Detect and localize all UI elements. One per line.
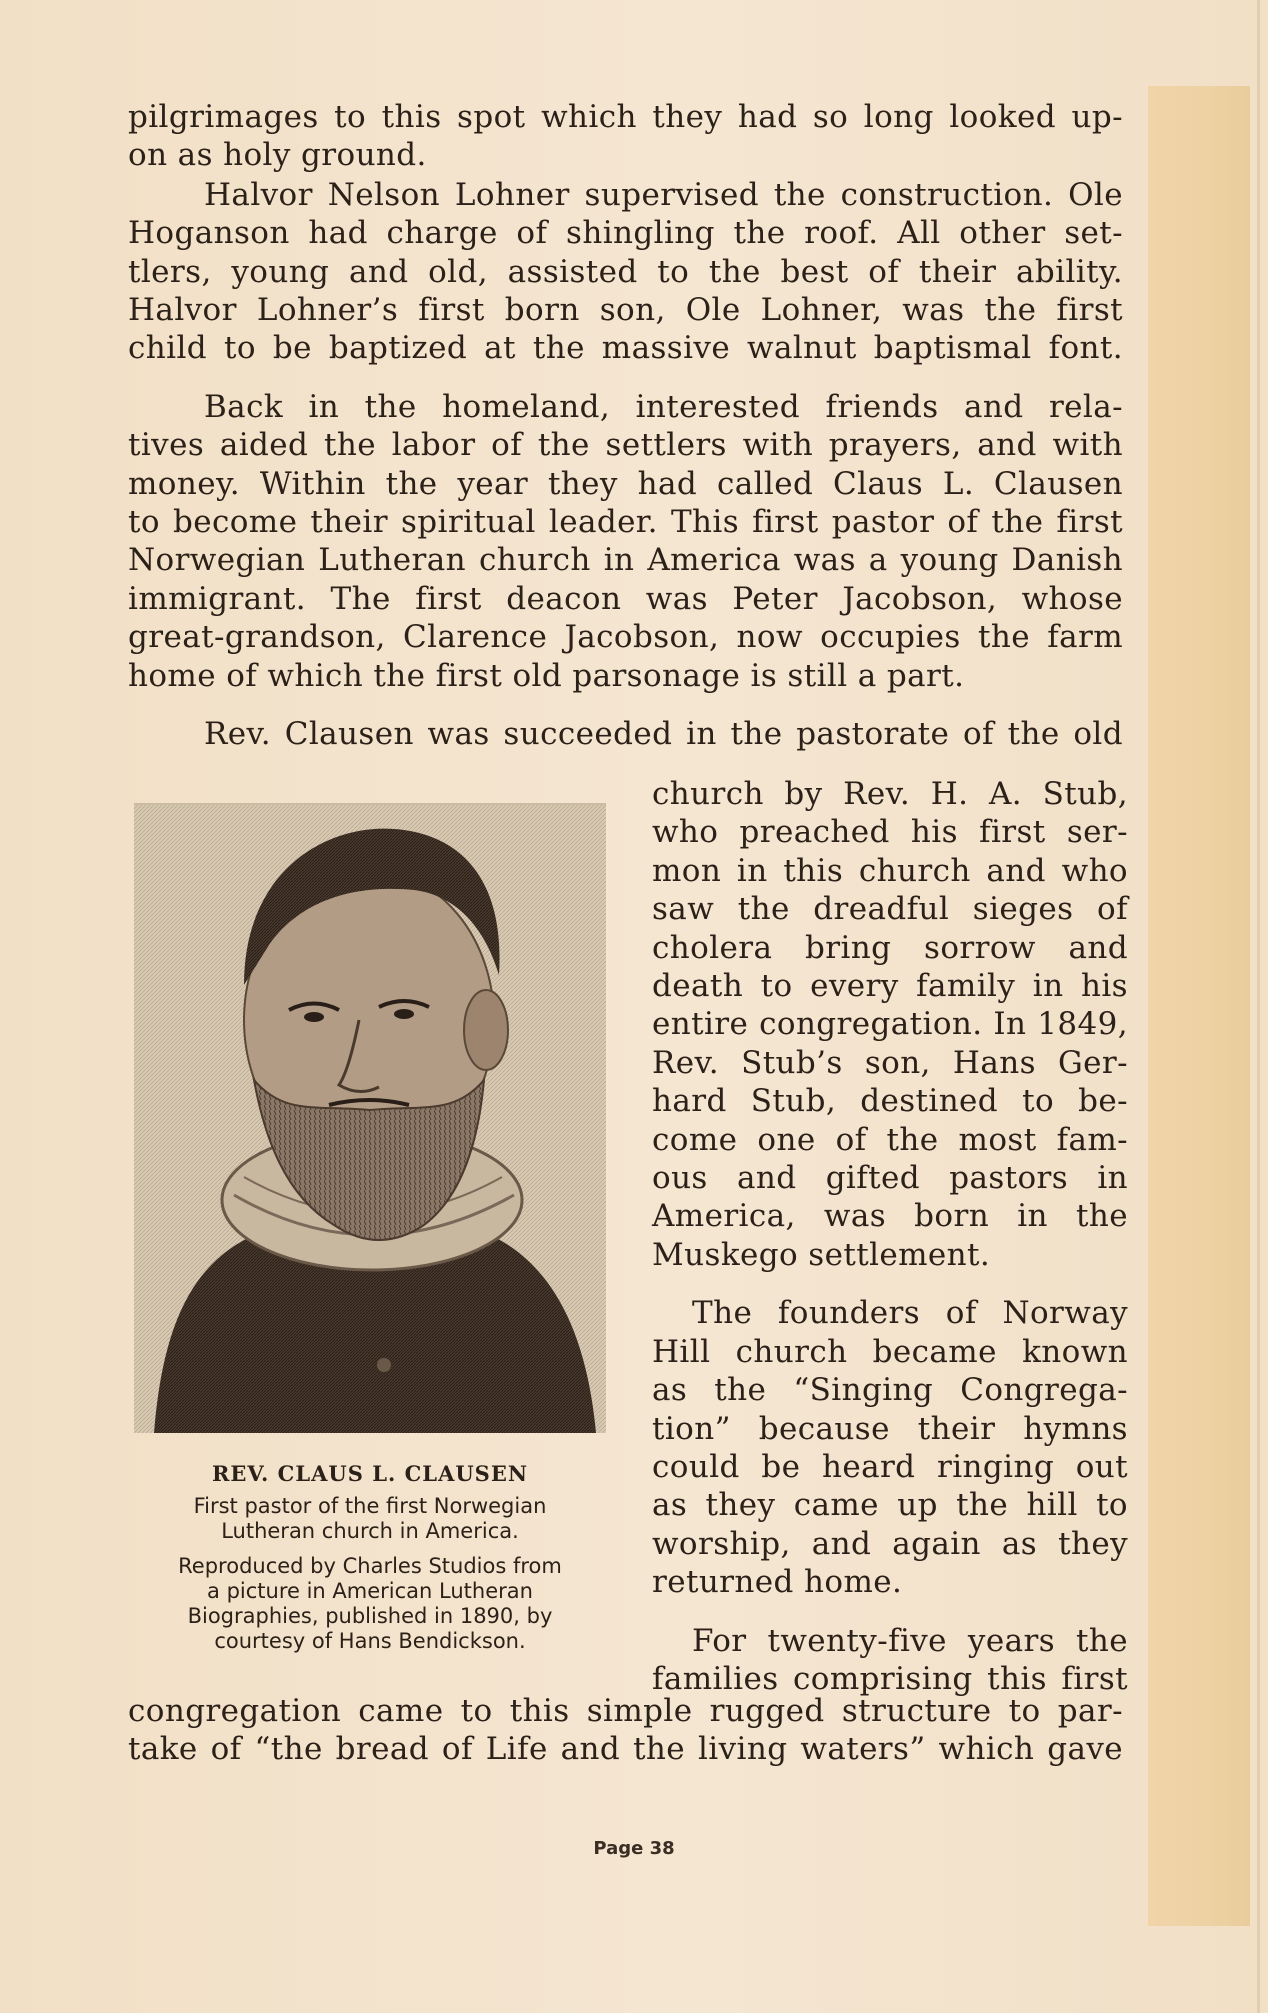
- text-line: as they came up the hill to: [652, 1487, 1128, 1524]
- text-line: Halvor Lohner’s first born son, Ole Lohner, was the first: [128, 292, 1123, 329]
- text-line: church by Rev. H. A. Stub,: [652, 776, 1128, 812]
- credit-line: a picture in American Lutheran: [207, 1579, 533, 1603]
- text-line: America, was born in the: [652, 1198, 1128, 1235]
- text-line: returned home.: [652, 1564, 903, 1601]
- text-line: entire congregation. In 1849,: [652, 1006, 1128, 1043]
- text-line: Rev. Stub’s son, Hans Ger-: [652, 1044, 1128, 1081]
- text-line: For twenty-five years the: [692, 1622, 1128, 1659]
- portrait-image: [134, 803, 606, 1433]
- text-line: Rev. Clausen was succeeded in the pastorate of the old: [204, 716, 1123, 753]
- text-line: immigrant. The first deacon was Peter Jacobson, whose: [128, 580, 1123, 617]
- paragraph-3: [128, 388, 1123, 695]
- portrait-figure: [134, 803, 606, 1654]
- text-line: tives aided the labor of the settlers with prayers, and with: [128, 427, 1123, 464]
- text-line: tion” because their hymns: [652, 1410, 1128, 1447]
- text-line: on as holy ground.: [128, 137, 427, 174]
- text-line: take of “the bread of Life and the living waters” which gave: [128, 1731, 1123, 1767]
- caption-line: Lutheran church in America.: [221, 1519, 519, 1543]
- text-line: mon in this church and who: [652, 852, 1128, 889]
- right-paragraph-2: [652, 1294, 1128, 1601]
- body-text: [128, 98, 1123, 754]
- text-line: The founders of Norway: [692, 1295, 1128, 1332]
- text-line: Hill church became known: [652, 1333, 1128, 1370]
- caption-line: First pastor of the first Norwegian: [193, 1494, 547, 1518]
- caption-name: REV. CLAUS L. CLAUSEN: [211, 1461, 529, 1486]
- text-line: who preached his first ser-: [652, 814, 1128, 851]
- caption-credit: [134, 1554, 606, 1654]
- text-line: could be heard ringing out: [652, 1448, 1128, 1485]
- text-line: saw the dreadful sieges of: [652, 891, 1128, 928]
- text-line: Norwegian Lutheran church in America was a young Danish: [128, 542, 1123, 579]
- text-line: hard Stub, destined to be-: [652, 1083, 1128, 1120]
- text-line: congregation came to this simple rugged structure to par-: [128, 1693, 1123, 1729]
- figure-caption: [134, 1461, 606, 1654]
- right-paragraph-1: [652, 775, 1128, 1274]
- text-line: as the “Singing Congrega-: [652, 1372, 1128, 1409]
- text-line: to become their spiritual leader. This first pastor of the first: [128, 504, 1123, 541]
- paragraph-2: [128, 176, 1123, 368]
- text-line: pilgrimages to this spot which they had so long looked up-: [128, 99, 1123, 135]
- credit-line: Reproduced by Charles Studios from: [178, 1554, 562, 1578]
- paragraph-1: [128, 98, 1123, 175]
- paragraph-4-first-line: [128, 715, 1123, 753]
- text-line: death to every family in his: [652, 968, 1128, 1005]
- page-number: Page 38: [593, 1838, 675, 1859]
- text-line: ous and gifted pastors in: [652, 1160, 1128, 1197]
- text-line: Hoganson had charge of shingling the roof. All other set-: [128, 215, 1123, 252]
- text-line: home of which the first old parsonage is still a part.: [128, 657, 965, 694]
- tape-strip: [1148, 86, 1250, 1926]
- text-line: Muskego settlement.: [652, 1236, 991, 1273]
- text-line: families comprising this first: [652, 1660, 1128, 1697]
- text-line: cholera bring sorrow and: [652, 929, 1128, 966]
- page-edge: [1257, 0, 1260, 2013]
- text-line: great-grandson, Clarence Jacobson, now occupies the farm: [128, 619, 1123, 656]
- text-line: Halvor Nelson Lohner supervised the construction. Ole: [204, 176, 1123, 213]
- right-paragraph-3: [652, 1622, 1128, 1699]
- text-line: come one of the most fam-: [652, 1121, 1128, 1158]
- text-line: Back in the homeland, interested friends and rela-: [204, 388, 1123, 425]
- credit-line: courtesy of Hans Bendickson.: [214, 1629, 526, 1653]
- text-line: money. Within the year they had called Claus L. Clausen: [128, 465, 1123, 502]
- text-line: tlers, young and old, assisted to the best of their ability.: [128, 253, 1123, 290]
- credit-line: Biographies, published in 1890, by: [187, 1604, 553, 1628]
- text-line: worship, and again as they: [652, 1525, 1128, 1562]
- text-line: child to be baptized at the massive walnut baptismal font.: [128, 330, 1123, 367]
- right-column-text: [652, 775, 1128, 1698]
